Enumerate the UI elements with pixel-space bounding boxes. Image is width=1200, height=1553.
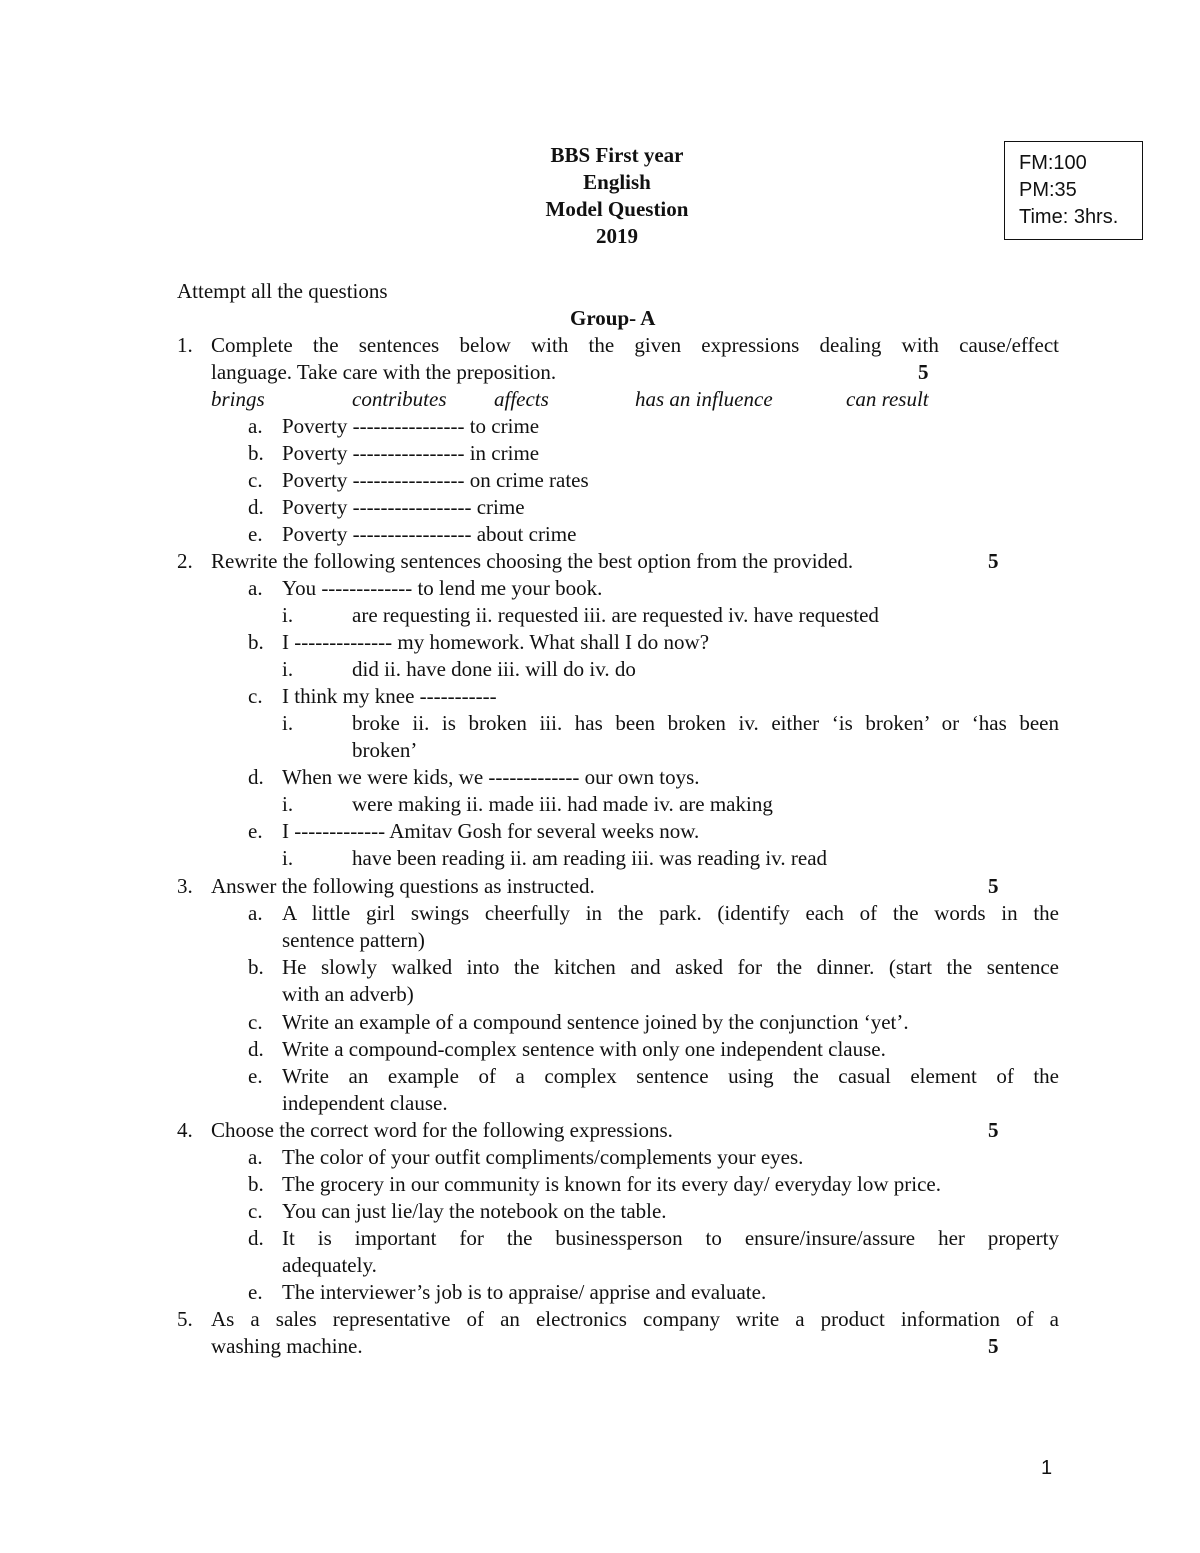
q4-item-text: The interviewer’s job is to appraise/ apprise and evaluate.	[282, 1280, 767, 1304]
q4-text: Choose the correct word for the following expressions.	[211, 1118, 673, 1142]
page-number: 1	[1041, 1457, 1053, 1479]
q3-item-text-continued: independent clause.	[282, 1091, 448, 1115]
q5-text-line2: washing machine.	[211, 1334, 363, 1358]
q2-item-text: You ------------- to lend me your book.	[282, 576, 603, 600]
q5-number: 5.	[177, 1307, 193, 1331]
q2-options: are requesting ii. requested iii. are requested iv. have requested	[352, 603, 879, 627]
q1-item-label: a.	[248, 414, 263, 438]
q5-marks: 5	[988, 1334, 999, 1358]
q1-marks: 5	[918, 360, 929, 384]
exam-header	[400, 142, 834, 250]
header-year: 2019	[596, 224, 638, 248]
q5-text-line1: As a sales representative of an electronics company write a product information of a	[211, 1307, 1059, 1331]
q2-item-label: a.	[248, 576, 263, 600]
q2-option-label: i.	[282, 657, 294, 681]
q3-item-label: d.	[248, 1037, 264, 1061]
q1-item-label: e.	[248, 522, 263, 546]
q3-item-text: He slowly walked into the kitchen and asked for the dinner. (start the sentence	[282, 955, 1059, 979]
q1-text-line2: language. Take care with the preposition.	[211, 360, 557, 384]
q3-text: Answer the following questions as instructed.	[211, 874, 595, 898]
q3-item-label: b.	[248, 955, 264, 979]
q1-word-bank	[0, 386, 1200, 413]
q2-item-label: c.	[248, 684, 263, 708]
q1-item-text: Poverty ---------------- to crime	[282, 414, 540, 438]
q2-item-label: e.	[248, 819, 263, 843]
q3-item-text: Write an example of a compound sentence joined by the conjunction ‘yet’.	[282, 1010, 909, 1034]
q4-item-label: e.	[248, 1280, 263, 1304]
q3-item-label: e.	[248, 1064, 263, 1088]
q3-item-text-continued: with an adverb)	[282, 982, 414, 1006]
q4-item-text: The color of your outfit compliments/complements your eyes.	[282, 1145, 804, 1169]
word-bank-item: has an influence	[635, 387, 773, 411]
header-program: BBS First year	[550, 143, 684, 167]
q1-item-text: Poverty ----------------- crime	[282, 495, 525, 519]
q1-item-label: c.	[248, 468, 263, 492]
q4-item-label: c.	[248, 1199, 263, 1223]
word-bank-item: brings	[211, 387, 265, 411]
q4-item-text-continued: adequately.	[282, 1253, 377, 1277]
q4-item-label: b.	[248, 1172, 264, 1196]
q4-item-text: You can just lie/lay the notebook on the table.	[282, 1199, 667, 1223]
q2-option-label: i.	[282, 846, 294, 870]
q1-number: 1.	[177, 333, 193, 357]
q1-item-label: b.	[248, 441, 264, 465]
q2-options: have been reading ii. am reading iii. was reading iv. read	[352, 846, 828, 870]
q2-options: were making ii. made iii. had made iv. are making	[352, 792, 773, 816]
q2-item-label: d.	[248, 765, 264, 789]
group-title: Group- A	[570, 306, 656, 330]
instructions: Attempt all the questions	[177, 279, 388, 303]
full-marks: FM:100	[1019, 152, 1087, 174]
q3-marks: 5	[988, 874, 999, 898]
q1-item-text: Poverty ---------------- on crime rates	[282, 468, 589, 492]
q2-number: 2.	[177, 549, 193, 573]
q2-item-label: b.	[248, 630, 264, 654]
q4-item-label: a.	[248, 1145, 263, 1169]
q2-marks: 5	[988, 549, 999, 573]
q3-number: 3.	[177, 874, 193, 898]
q2-item-text: When we were kids, we ------------- our own toys.	[282, 765, 700, 789]
q2-options-continued: broken’	[352, 738, 418, 762]
q2-options: did ii. have done iii. will do iv. do	[352, 657, 636, 681]
header-subject: English	[583, 170, 651, 194]
q2-text: Rewrite the following sentences choosing the best option from the provided.	[211, 549, 854, 573]
word-bank-item: can result	[846, 387, 929, 411]
q2-item-text: I -------------- my homework. What shall I do now?	[282, 630, 710, 654]
header-type: Model Question	[545, 197, 689, 221]
q4-item-label: d.	[248, 1226, 264, 1250]
q3-item-text: A little girl swings cheerfully in the park. (identify each of the words in the	[282, 901, 1059, 925]
q1-item-text: Poverty ----------------- about crime	[282, 522, 577, 546]
exam-time: Time: 3hrs.	[1019, 206, 1119, 228]
q2-item-text: I ------------- Amitav Gosh for several weeks now.	[282, 819, 700, 843]
q2-option-label: i.	[282, 603, 294, 627]
q3-item-text: Write a compound-complex sentence with only one independent clause.	[282, 1037, 886, 1061]
q4-marks: 5	[988, 1118, 999, 1142]
q2-options: broke ii. is broken iii. has been broken iv. either ‘is broken’ or ‘has been	[352, 711, 1059, 735]
q2-option-label: i.	[282, 792, 294, 816]
marks-box	[1004, 141, 1143, 240]
q2-item-text: I think my knee -----------	[282, 684, 497, 708]
q1-item-text: Poverty ---------------- in crime	[282, 441, 540, 465]
q3-item-label: c.	[248, 1010, 263, 1034]
q3-item-text: Write an example of a complex sentence using the casual element of the	[282, 1064, 1059, 1088]
q4-item-text: The grocery in our community is known for its every day/ everyday low price.	[282, 1172, 941, 1196]
q1-item-label: d.	[248, 495, 264, 519]
q4-item-text: It is important for the businessperson to ensure/insure/assure her property	[282, 1226, 1059, 1250]
pass-marks: PM:35	[1019, 179, 1077, 201]
q1-text-line1: Complete the sentences below with the given expressions dealing with cause/effect	[211, 333, 1059, 357]
q3-item-text-continued: sentence pattern)	[282, 928, 425, 952]
word-bank-item: contributes	[352, 387, 447, 411]
word-bank-item: affects	[494, 387, 549, 411]
q3-item-label: a.	[248, 901, 263, 925]
q4-number: 4.	[177, 1118, 193, 1142]
q2-option-label: i.	[282, 711, 294, 735]
